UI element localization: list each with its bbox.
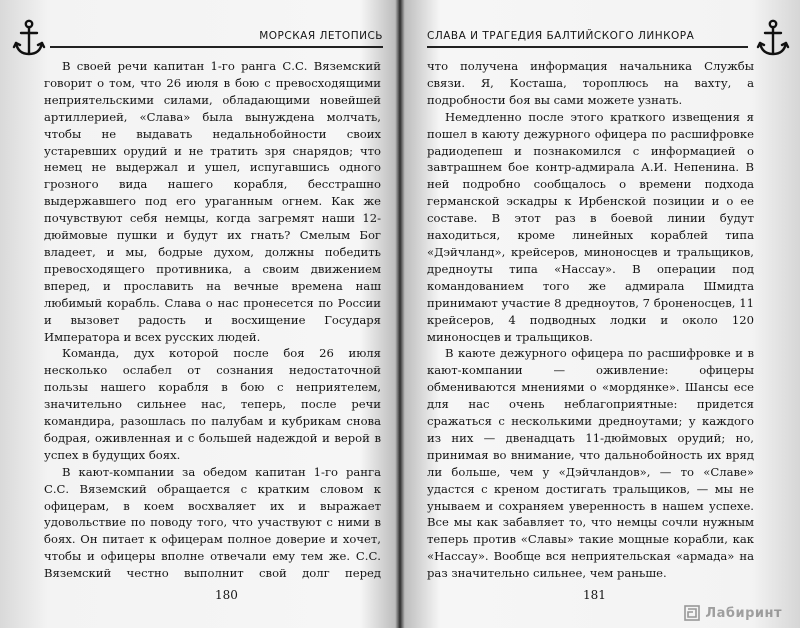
page-number: 180 <box>215 588 238 602</box>
left-page <box>0 0 397 628</box>
paragraph: В каюте дежурного офицера по расшифровке и в кают-компании — оживление: офицеры обмениваются мнениями о «мордянке». Шансы есе для нас очень неблагоприятные: придется сражаться с несколькими дредноутами; у каждого из них — двенадцать 11-дюймовых орудий; но, принимая во внимание, что дальнобойность их вряд ли больше, чем у «Дэйчландов», — то «Славе» удастся с креном достигать тральщиков, — мы не унываем и сохраняем уверенность в нашем успехе. Все мы как забавляет то, что немцы сочли нужным теперь против «Славы» такие мощные корабли, как «Нассау». Вообще вся неприятельская «армада» на раз значительно сильнее, чем раньше. <box>427 346 754 581</box>
right-page <box>403 0 800 628</box>
watermark-text: Лабиринт <box>705 605 782 621</box>
anchor-icon <box>12 18 46 58</box>
paragraph: Команда, дух которой после боя 26 июля несколько ослабел от сознания недостаточной пользы нашего корабля в бою с неприятелем, значительно сильнее нас, теперь, после речи командира, разошлась по палубам и кубрикам снова бодрая, оживленная и с большей надеждой и верой в успех в будущих боях. <box>44 346 381 462</box>
paragraph: В своей речи капитан 1-го ранга С.С. Вяземский говорит о том, что 26 июля в бою с превосходящими неприятельскими силами, обладающими новейшей артиллерией, «Слава» была вынуждена молчать, чтобы не выдавать недальнобойности своих устаревших орудий и не тратить зря снарядов; что немец не выдержал и ушел, испугавшись одного грозного вида нашего корабля, бесстрашно выдержавшего под его ураганным огнем. Как же почувствуют себя немцы, когда загремят наши 12-дюймовые пушки и будут их гнать? Смелым Бог владеет, и мы, бодрые духом, должны победить превосходящего противника, а своим движением вперед, и прославить на вечные времена наш любимый корабль. Слава о нас пронесется по России и вызовет радость и восхищение Государя Императора и всех русских людей. <box>44 59 381 344</box>
page-text <box>427 58 754 584</box>
running-header: СЛАВА И ТРАГЕДИЯ БАЛТИЙСКОГО ЛИНКОРА <box>427 28 748 48</box>
paragraph: Немедленно после этого краткого извещения я пошел в каюту дежурного офицера по расшифровке радиодепеш и познакомился с информацией о завтрашнем бое контр-адмирала А.И. Непенина. В ней подробно сообщалось о времени подхода германской эскадры к Ирбенской позиции и о ее составе. В этот раз в боевой линии будут находиться, кроме линейных кораблей типа «Дэйчланд», крейсеров, миноносцев и тральщиков, дредноуты типа «Нассау». В операции под командованием того же адмирала Шмидта принимают участие 8 дредноутов, 7 броненосцев, 11 крейсеров, 4 подводных лодки и около 120 миноносцев и тральщиков. <box>427 109 754 344</box>
running-header: МОРСКАЯ ЛЕТОПИСЬ <box>50 28 383 48</box>
paragraph: что получена информация начальника Службы связи. Я, Косташа, тороплюсь на вахту, а подробности боя вы сами можете узнать. <box>427 59 754 107</box>
anchor-icon <box>756 18 790 58</box>
page-text <box>44 58 381 584</box>
labyrinth-logo-icon <box>683 604 701 622</box>
paragraph: В кают-компании за обедом капитан 1-го ранга С.С. Вяземский обращается с кратким словом к офицерам, в коем восхваляет их и выражает удовольствие по поводу того, что участвуют с ними в боях. Он питает к офицерам полное доверие и хочет, чтобы и офицеры вполне отвечали ему тем же. С.С. Вяземский честно выполнит свой долг перед <box>44 464 381 581</box>
page-number: 181 <box>583 588 606 602</box>
watermark <box>683 604 782 622</box>
